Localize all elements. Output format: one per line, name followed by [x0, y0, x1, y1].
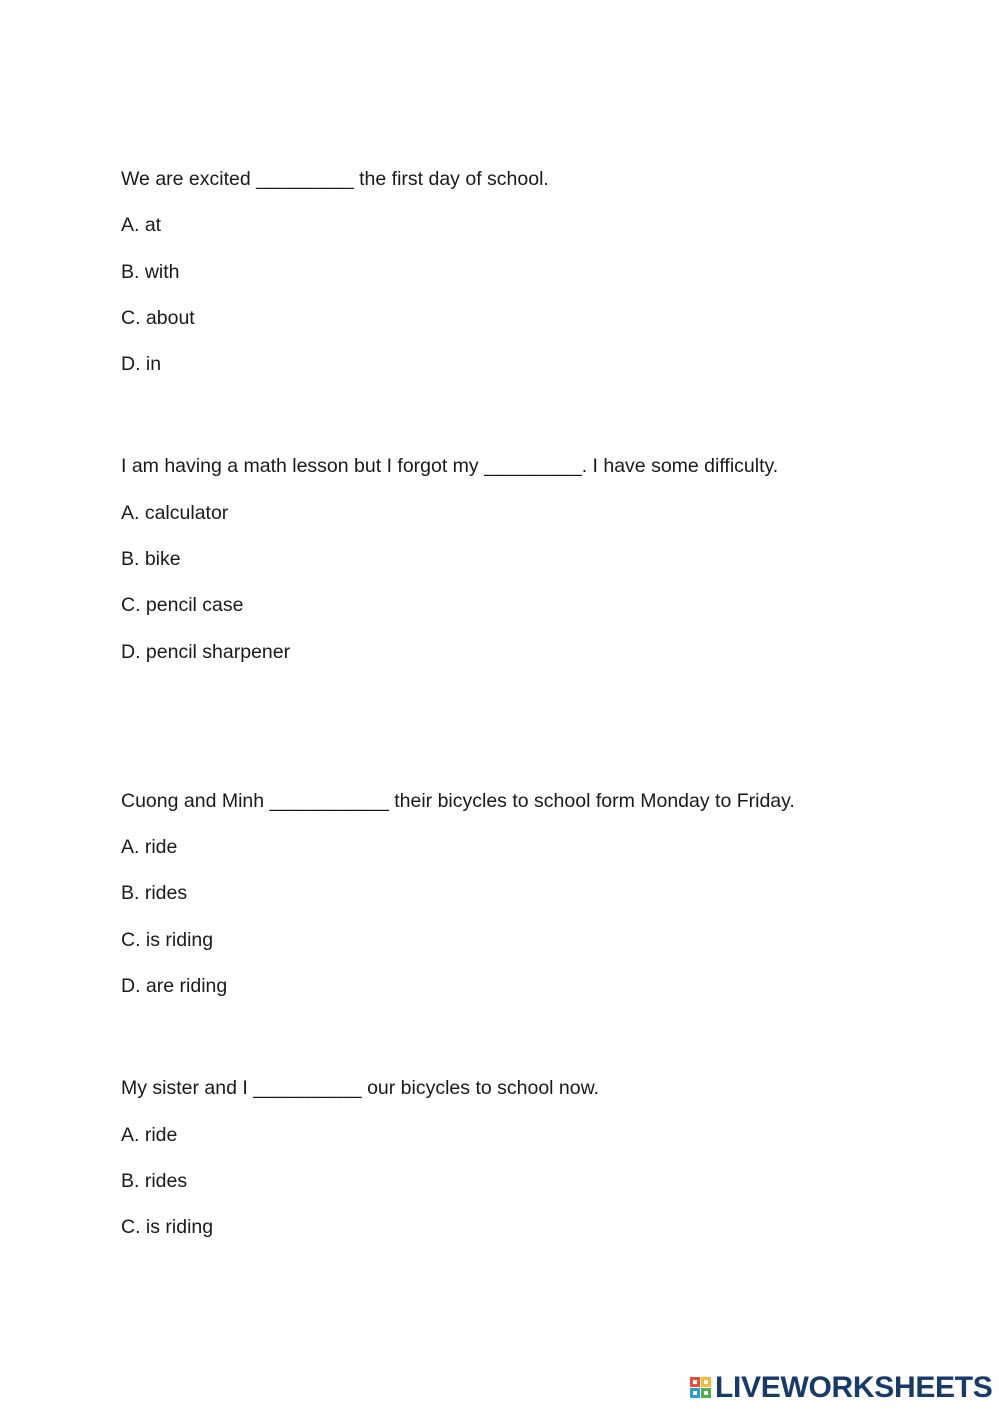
question-1-option-c[interactable]: C. about: [121, 307, 195, 329]
question-2-stem: I am having a math lesson but I forgot my _________. I have some difficulty.: [121, 455, 779, 477]
question-1-option-a[interactable]: A. at: [121, 214, 162, 236]
question-2-option-d[interactable]: D. pencil sharpener: [121, 641, 291, 663]
question-1-option-d[interactable]: D. in: [121, 353, 162, 375]
question-4-option-c[interactable]: C. is riding: [121, 1216, 214, 1238]
question-1-stem: We are excited _________ the first day of school.: [121, 168, 549, 190]
question-2-option-b[interactable]: B. bike: [121, 548, 181, 570]
question-3-option-a[interactable]: A. ride: [121, 836, 178, 858]
question-3-stem: Cuong and Minh ___________ their bicycles to school form Monday to Friday.: [121, 790, 795, 812]
question-2-option-a[interactable]: A. calculator: [121, 502, 229, 524]
question-4-option-a[interactable]: A. ride: [121, 1124, 178, 1146]
question-3-option-c[interactable]: C. is riding: [121, 929, 214, 951]
question-4-option-b[interactable]: B. rides: [121, 1170, 188, 1192]
question-2-option-c[interactable]: C. pencil case: [121, 594, 244, 616]
question-3-option-b[interactable]: B. rides: [121, 882, 188, 904]
question-4-stem: My sister and I __________ our bicycles to school now.: [121, 1077, 600, 1099]
question-3-option-d[interactable]: D. are riding: [121, 975, 228, 997]
liveworksheets-wordmark: LIVEWORKSHEETS: [715, 1371, 993, 1404]
question-1-option-b[interactable]: B. with: [121, 261, 180, 283]
liveworksheets-logo-icon: [690, 1375, 712, 1401]
liveworksheets-logo: [690, 1372, 993, 1404]
